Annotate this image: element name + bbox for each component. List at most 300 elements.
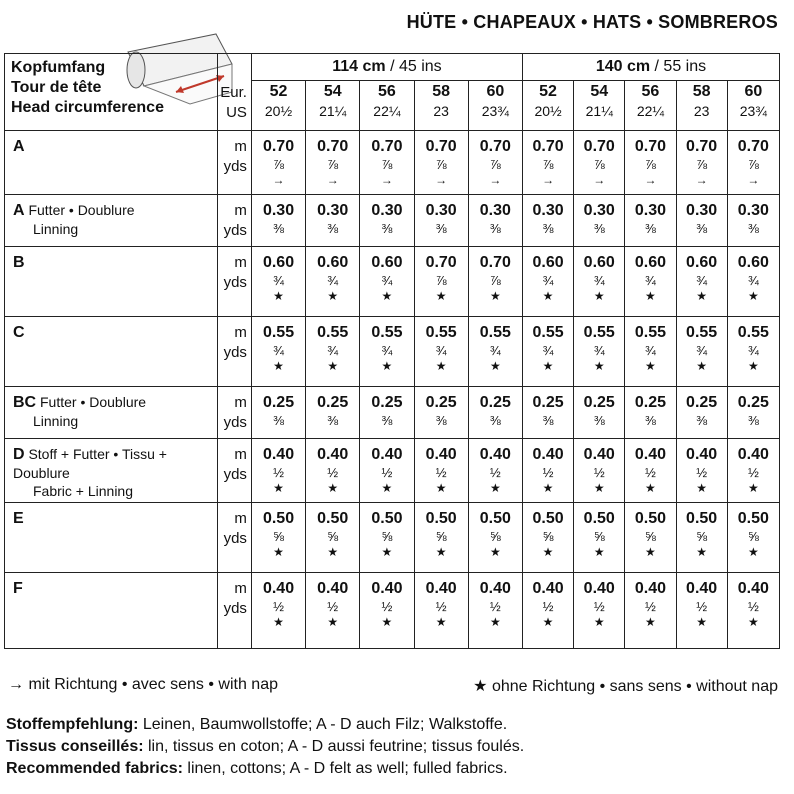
yards-value: ½: [747, 599, 759, 614]
size-header: [727, 81, 779, 131]
table-row: [5, 317, 780, 387]
view-sublabel: Futter • Doublure: [28, 202, 135, 218]
yardage-cell: [625, 387, 676, 439]
yardage-cell: [306, 195, 360, 247]
unit-yds: yds: [223, 466, 247, 483]
meters-value: 0.40: [262, 446, 295, 463]
view-sublabel: Futter • Doublure: [40, 394, 147, 410]
yards-value: ½: [489, 465, 501, 480]
yards-value: ¾: [381, 343, 393, 358]
label-de: Kopfumfang: [11, 59, 106, 76]
yardage-cell: [468, 439, 522, 503]
unit-m: m: [234, 394, 247, 411]
yards-value: ¾: [435, 343, 447, 358]
nap-symbol: ★: [381, 545, 393, 559]
yards-value: ¾: [542, 343, 554, 358]
meters-value: 0.70: [479, 254, 511, 271]
size-us: 23¾: [481, 103, 509, 119]
yardage-cell: [727, 317, 779, 387]
row-units: [217, 131, 251, 195]
meters-value: 0.70: [532, 138, 564, 155]
yards-value: ⅞: [273, 157, 284, 172]
legend-with-nap: → mit Richtung • avec sens • with nap: [8, 676, 278, 693]
nap-symbol: ★: [593, 359, 605, 373]
meters-value: 0.40: [479, 446, 511, 463]
nap-symbol: ★: [593, 545, 605, 559]
page-title: HÜTE • CHAPEAUX • HATS • SOMBREROS: [406, 12, 778, 32]
unit-m: m: [234, 138, 247, 155]
size-us: 21¼: [319, 103, 347, 119]
meters-value: 0.55: [479, 324, 511, 341]
yardage-cell: [574, 387, 625, 439]
meters-value: 0.30: [532, 202, 564, 219]
yardage-cell: [676, 247, 727, 317]
meters-value: 0.25: [634, 394, 666, 411]
yards-value: ¾: [593, 343, 605, 358]
meters-value: 0.70: [425, 254, 457, 271]
meters-value: 0.60: [737, 254, 769, 271]
yards-value: ½: [435, 465, 447, 480]
nap-symbol: ★: [747, 615, 759, 629]
nap-symbol: ★: [273, 481, 284, 495]
nap-symbol: ★: [645, 289, 656, 303]
yards-value: ⅞: [435, 273, 447, 288]
size-header: [251, 81, 305, 131]
yardage-cell: [574, 503, 625, 573]
nap-symbol: ★: [645, 481, 656, 495]
yards-value: ⅜: [435, 413, 447, 428]
yards-value: ¾: [489, 343, 501, 358]
yardage-cell: [306, 503, 360, 573]
meters-value: 0.40: [532, 580, 564, 597]
nap-symbol: ★: [273, 289, 284, 303]
yardage-cell: [414, 247, 468, 317]
meters-value: 0.25: [262, 394, 295, 411]
nap-symbol: ★: [645, 359, 656, 373]
unit-yds: yds: [223, 530, 247, 547]
meters-value: 0.50: [686, 510, 718, 527]
yardage-cell: [251, 503, 305, 573]
meters-value: 0.70: [583, 138, 615, 155]
nap-symbol: ★: [489, 615, 501, 629]
meters-value: 0.50: [532, 510, 564, 527]
row-units: [217, 573, 251, 649]
nap-symbol: ★: [435, 615, 447, 629]
yards-value: ½: [542, 465, 554, 480]
meters-value: 0.25: [479, 394, 511, 411]
yards-value: ⅞: [593, 157, 605, 172]
yardage-cell: [625, 503, 676, 573]
yardage-cell: [468, 573, 522, 649]
meters-value: 0.50: [425, 510, 457, 527]
yards-value: ⅝: [273, 529, 284, 544]
yards-value: ⅜: [542, 221, 554, 236]
meters-value: 0.40: [634, 580, 666, 597]
yards-value: ⅜: [645, 221, 656, 236]
unit-m: m: [234, 580, 247, 597]
meters-value: 0.30: [737, 202, 769, 219]
yardage-cell: [306, 131, 360, 195]
yards-value: ⅝: [593, 529, 605, 544]
meters-value: 0.50: [317, 510, 349, 527]
meters-value: 0.55: [737, 324, 769, 341]
yards-value: ⅞: [696, 157, 708, 172]
yards-value: ⅜: [489, 221, 501, 236]
yards-value: ⅜: [696, 413, 708, 428]
meters-value: 0.40: [583, 580, 615, 597]
yards-value: ½: [273, 465, 284, 480]
view-label: D Stoff + Futter • Tissu + Doublure Fabric + Linning: [5, 439, 218, 503]
size-header: [625, 81, 676, 131]
table-row: [5, 573, 780, 649]
size-eur: 56: [641, 83, 660, 100]
nap-symbol: →: [593, 173, 606, 187]
meters-value: 0.55: [371, 324, 403, 341]
nap-symbol: ★: [381, 289, 393, 303]
yardage-cell: [251, 131, 305, 195]
yardage-cell: [727, 131, 779, 195]
nap-symbol: ★: [542, 359, 554, 373]
nap-symbol: ★: [696, 615, 707, 629]
yards-value: ½: [327, 465, 339, 480]
nap-symbol: ★: [327, 359, 339, 373]
yardage-cell: [574, 195, 625, 247]
yards-value: ⅞: [327, 157, 339, 172]
unit-yds: yds: [223, 344, 247, 361]
view-label: A: [5, 131, 218, 195]
nap-symbol: ★: [435, 359, 447, 373]
note-en: Recommended fabrics: linen, cottons; A - D felt as well; fulled fabrics.: [6, 760, 508, 777]
nap-symbol: ★: [696, 481, 707, 495]
yards-value: ½: [645, 465, 656, 480]
yards-value: ⅝: [327, 529, 339, 544]
yards-value: ½: [593, 599, 605, 614]
table-row: [5, 439, 780, 503]
nap-symbol: ★: [273, 359, 284, 373]
unit-eur: Eur.: [220, 83, 247, 101]
unit-m: m: [234, 202, 247, 219]
meters-value: 0.30: [583, 202, 615, 219]
meters-value: 0.60: [583, 254, 615, 271]
nap-symbol: →: [326, 173, 339, 187]
nap-symbol: →: [380, 173, 393, 187]
nap-symbol: ★: [747, 359, 759, 373]
yards-value: ⅞: [645, 157, 656, 172]
yardage-cell: [360, 317, 414, 387]
view-label: BC Futter • Doublure Linning: [5, 387, 218, 439]
size-header: [306, 81, 360, 131]
unit-us: US: [226, 103, 247, 121]
view-sublabel: Fabric + Linning: [33, 483, 134, 499]
meters-value: 0.40: [583, 446, 615, 463]
yardage-cell: [360, 247, 414, 317]
yards-value: ½: [381, 465, 393, 480]
yardage-cell: [676, 573, 727, 649]
size-eur: 52: [269, 83, 288, 100]
meters-value: 0.30: [262, 202, 295, 219]
label-en: Head circumference: [11, 99, 164, 116]
size-us: 20½: [534, 103, 562, 119]
nap-symbol: ★: [593, 481, 605, 495]
yardage-cell: [574, 247, 625, 317]
size-us: 23: [433, 103, 449, 119]
yards-value: ⅜: [273, 221, 284, 236]
yardage-cell: [468, 131, 522, 195]
nap-symbol: ★: [435, 481, 447, 495]
size-header: [522, 81, 573, 131]
yards-value: ⅜: [696, 221, 708, 236]
size-eur: 56: [378, 83, 396, 100]
view-label: C: [5, 317, 218, 387]
yards-value: ⅝: [542, 529, 554, 544]
row-units: [217, 503, 251, 573]
yardage-cell: [306, 573, 360, 649]
yardage-cell: [522, 247, 573, 317]
row-units: [217, 317, 251, 387]
nap-symbol: ★: [489, 289, 501, 303]
size-eur: 60: [486, 83, 505, 100]
yards-value: ⅝: [645, 529, 656, 544]
yardage-cell: [676, 317, 727, 387]
yardage-cell: [727, 503, 779, 573]
meters-value: 0.40: [737, 446, 769, 463]
yards-value: ⅜: [593, 221, 605, 236]
meters-value: 0.55: [262, 324, 295, 341]
yardage-cell: [251, 195, 305, 247]
yardage-cell: [360, 387, 414, 439]
nap-symbol: ★: [327, 481, 339, 495]
meters-value: 0.30: [479, 202, 511, 219]
label-fr: Tour de tête: [11, 79, 102, 96]
yards-value: ¾: [645, 273, 656, 288]
meters-value: 0.70: [425, 138, 457, 155]
meters-value: 0.70: [317, 138, 349, 155]
meters-value: 0.55: [634, 324, 666, 341]
yardage-cell: [414, 387, 468, 439]
unit-yds: yds: [223, 222, 247, 239]
note-de: Stoffempfehlung: Leinen, Baumwollstoffe; A - D auch Filz; Walkstoffe.: [6, 716, 508, 733]
yards-value: ¾: [381, 273, 393, 288]
unit-m: m: [234, 510, 247, 527]
yards-value: ½: [435, 599, 447, 614]
yards-value: ¾: [542, 273, 554, 288]
yards-value: ½: [327, 599, 339, 614]
nap-symbol: ★: [747, 545, 759, 559]
nap-symbol: ★: [435, 545, 447, 559]
yards-value: ¾: [747, 273, 759, 288]
nap-symbol: ★: [489, 481, 501, 495]
yards-value: ⅝: [435, 529, 447, 544]
yardage-cell: [468, 387, 522, 439]
meters-value: 0.60: [262, 254, 295, 271]
yards-value: ⅜: [747, 413, 759, 428]
head-circumference-label: [5, 54, 218, 131]
nap-symbol: ★: [273, 615, 284, 629]
yardage-cell: [676, 439, 727, 503]
yards-value: ⅜: [542, 413, 554, 428]
width-group-140: 140 cm / 55 ins: [522, 54, 779, 81]
yardage-cell: [468, 317, 522, 387]
meters-value: 0.70: [737, 138, 769, 155]
yardage-cell: [414, 503, 468, 573]
legend-without-nap: ★ ohne Richtung • sans sens • without nap: [473, 678, 778, 695]
meters-value: 0.70: [262, 138, 295, 155]
yardage-cell: [625, 573, 676, 649]
nap-symbol: ★: [645, 615, 656, 629]
yardage-cell: [522, 131, 573, 195]
yards-value: ⅜: [747, 221, 759, 236]
meters-value: 0.40: [686, 580, 718, 597]
meters-value: 0.55: [425, 324, 457, 341]
nap-symbol: →: [747, 173, 760, 187]
meters-value: 0.40: [262, 580, 295, 597]
yardage-cell: [522, 573, 573, 649]
nap-symbol: →: [272, 173, 285, 187]
yards-value: ½: [273, 599, 284, 614]
meters-value: 0.60: [634, 254, 666, 271]
meters-value: 0.40: [371, 580, 403, 597]
yardage-cell: [360, 503, 414, 573]
size-us: 22¼: [636, 103, 665, 119]
meters-value: 0.30: [317, 202, 349, 219]
row-units: [217, 195, 251, 247]
yardage-cell: [727, 195, 779, 247]
meters-value: 0.25: [317, 394, 349, 411]
yards-value: ½: [381, 599, 393, 614]
meters-value: 0.50: [371, 510, 403, 527]
nap-symbol: ★: [696, 545, 707, 559]
yardage-cell: [574, 573, 625, 649]
meters-value: 0.50: [583, 510, 615, 527]
meters-value: 0.40: [686, 446, 718, 463]
size-us: 23¾: [739, 103, 767, 119]
yardage-cell: [306, 247, 360, 317]
yardage-cell: [251, 317, 305, 387]
view-sublabel: Linning: [33, 221, 79, 237]
row-units: [217, 439, 251, 503]
yardage-cell: [306, 317, 360, 387]
nap-symbol: ★: [542, 289, 554, 303]
meters-value: 0.25: [583, 394, 615, 411]
meters-value: 0.55: [583, 324, 615, 341]
meters-value: 0.25: [532, 394, 564, 411]
yards-value: ⅞: [435, 157, 447, 172]
yards-value: ⅝: [696, 529, 708, 544]
nap-symbol: ★: [381, 481, 393, 495]
yardage-cell: [676, 131, 727, 195]
meters-value: 0.70: [479, 138, 511, 155]
nap-symbol: →: [435, 173, 448, 187]
meters-value: 0.50: [634, 510, 666, 527]
view-label: F: [5, 573, 218, 649]
yards-value: ¾: [747, 343, 759, 358]
table-row: [5, 195, 780, 247]
yardage-cell: [522, 195, 573, 247]
yardage-cell: [676, 195, 727, 247]
yardage-cell: [468, 195, 522, 247]
meters-value: 0.60: [317, 254, 349, 271]
yards-value: ¾: [645, 343, 656, 358]
yardage-cell: [625, 439, 676, 503]
meters-value: 0.70: [634, 138, 666, 155]
yardage-cell: [414, 439, 468, 503]
nap-symbol: →: [695, 173, 708, 187]
nap-symbol: ★: [542, 615, 554, 629]
size-header: [414, 81, 468, 131]
nap-symbol: ★: [327, 615, 339, 629]
size-header: [360, 81, 414, 131]
meters-value: 0.50: [262, 510, 295, 527]
meters-value: 0.25: [737, 394, 769, 411]
yards-value: ¾: [696, 273, 708, 288]
yardage-cell: [306, 439, 360, 503]
size-eur: 52: [539, 83, 557, 100]
nap-symbol: ★: [489, 359, 501, 373]
yards-value: ¾: [273, 343, 284, 358]
yards-value: ⅜: [327, 221, 339, 236]
yards-value: ⅜: [327, 413, 339, 428]
yardage-cell: [522, 439, 573, 503]
meters-value: 0.30: [686, 202, 718, 219]
table-row: [5, 503, 780, 573]
nap-symbol: ★: [747, 289, 759, 303]
row-units: [217, 247, 251, 317]
yardage-cell: [251, 247, 305, 317]
yards-value: ⅞: [489, 273, 501, 288]
yards-value: ⅞: [381, 157, 393, 172]
view-label: A Futter • Doublure Linning: [5, 195, 218, 247]
yardage-cell: [625, 317, 676, 387]
yards-value: ¾: [327, 343, 339, 358]
yardage-cell: [676, 503, 727, 573]
yards-value: ¾: [273, 273, 284, 288]
meters-value: 0.30: [371, 202, 403, 219]
yardage-cell: [522, 503, 573, 573]
yardage-cell: [306, 387, 360, 439]
size-eur: 54: [590, 83, 609, 100]
nap-symbol: ★: [542, 545, 554, 559]
size-us: 20½: [264, 103, 293, 119]
yards-value: ⅝: [381, 529, 393, 544]
yardage-cell: [727, 573, 779, 649]
size-eur: 58: [692, 83, 711, 100]
meters-value: 0.70: [371, 138, 403, 155]
unit-yds: yds: [223, 600, 247, 617]
yardage-cell: [625, 131, 676, 195]
nap-symbol: ★: [696, 359, 707, 373]
meters-value: 0.70: [686, 138, 718, 155]
size-eur: 60: [744, 83, 763, 100]
meters-value: 0.60: [532, 254, 564, 271]
unit-m: m: [234, 324, 247, 341]
meters-value: 0.30: [425, 202, 457, 219]
meters-value: 0.40: [425, 580, 457, 597]
yards-value: ¾: [327, 273, 339, 288]
meters-value: 0.40: [532, 446, 564, 463]
yardage-cell: [574, 317, 625, 387]
nap-symbol: ★: [435, 289, 447, 303]
yards-value: ⅜: [381, 221, 393, 236]
size-us: 21¼: [585, 103, 613, 119]
yardage-cell: [574, 131, 625, 195]
view-sublabel: Stoff + Futter • Tissu + Doublure: [13, 446, 167, 481]
yards-value: ½: [542, 599, 554, 614]
nap-symbol: ★: [645, 545, 656, 559]
meters-value: 0.55: [532, 324, 564, 341]
yardage-cell: [251, 439, 305, 503]
nap-symbol: ★: [327, 545, 339, 559]
size-us: 23: [693, 103, 710, 119]
